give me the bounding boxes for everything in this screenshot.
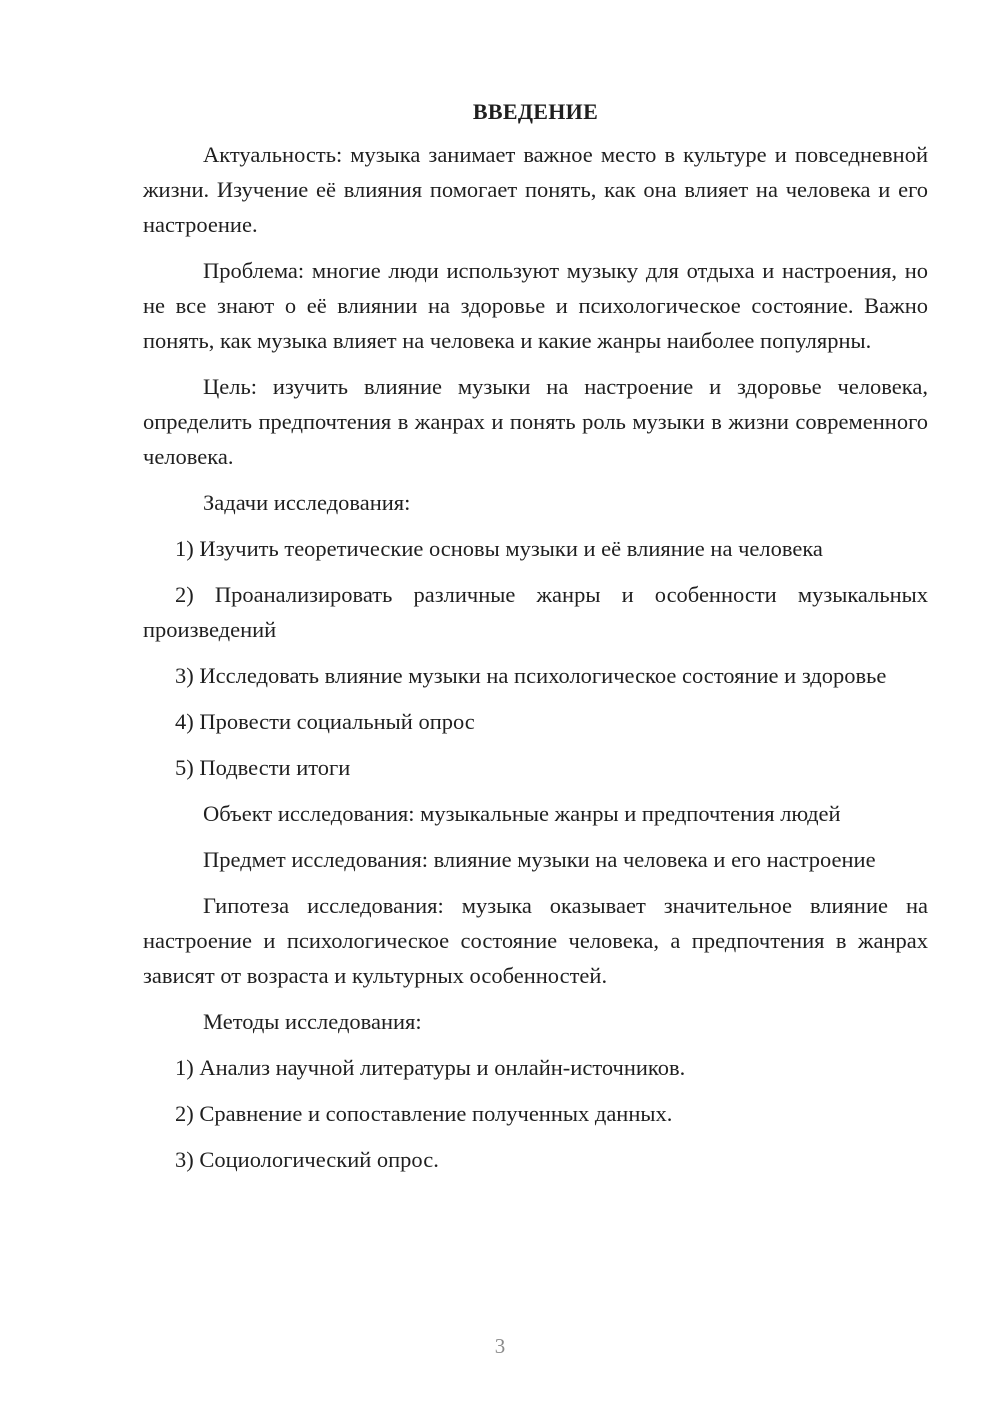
subject-paragraph: Предмет исследования: влияние музыки на человека и его настроение bbox=[203, 847, 876, 872]
relevance-paragraph: Актуальность: музыка занимает важное место в культуре и повседневной жизни. Изучение её влияния помогает понять, как она влияет на человека и его настроение. bbox=[143, 142, 928, 237]
task-item: 5) Подвести итоги bbox=[175, 755, 351, 780]
task-item: 4) Провести социальный опрос bbox=[175, 709, 475, 734]
method-item: 3) Социологический опрос. bbox=[175, 1147, 439, 1172]
method-item: 1) Анализ научной литературы и онлайн-источников. bbox=[175, 1055, 686, 1080]
object-paragraph: Объект исследования: музыкальные жанры и предпочтения людей bbox=[203, 801, 841, 826]
problem-paragraph: Проблема: многие люди используют музыку для отдыха и настроения, но не все знают о её влиянии на здоровье и психологическое состояние. Важно понять, как музыка влияет на человека и какие жанры наиболее популярны. bbox=[143, 258, 928, 353]
section-title: ВВЕДЕНИЕ bbox=[472, 99, 599, 124]
hypothesis-paragraph: Гипотеза исследования: музыка оказывает значительное влияние на настроение и психологическое состояние человека, а предпочтения в жанрах зависят от возраста и культурных особенностей. bbox=[143, 893, 928, 988]
task-item: 1) Изучить теоретические основы музыки и её влияние на человека bbox=[175, 536, 823, 561]
goal-paragraph: Цель: изучить влияние музыки на настроение и здоровье человека, определить предпочтения в жанрах и понять роль музыки в жизни современного человека. bbox=[143, 374, 928, 469]
task-item: 2) Проанализировать различные жанры и особенности музыкальных произведений bbox=[143, 582, 928, 642]
method-item: 2) Сравнение и сопоставление полученных данных. bbox=[175, 1101, 673, 1126]
page-number: 3 bbox=[494, 1334, 506, 1358]
tasks-heading: Задачи исследования: bbox=[203, 490, 411, 515]
methods-heading: Методы исследования: bbox=[203, 1009, 422, 1034]
page-content bbox=[143, 94, 928, 1188]
task-item: 3) Исследовать влияние музыки на психологическое состояние и здоровье bbox=[175, 663, 887, 688]
